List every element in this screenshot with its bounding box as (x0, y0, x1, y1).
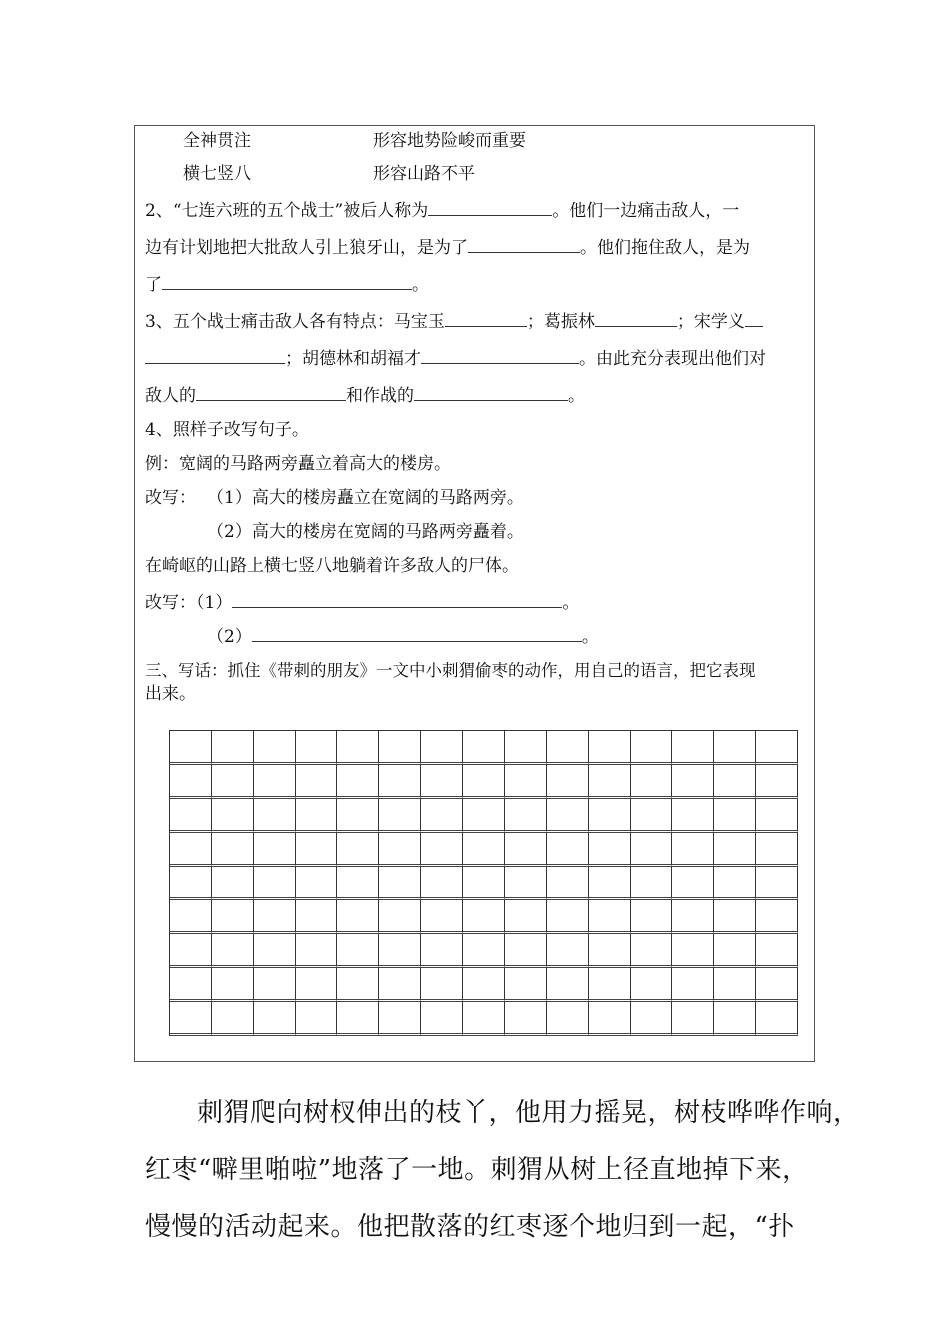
grid-cell[interactable] (547, 833, 589, 867)
q3-text-c: ；宋学义 (676, 312, 745, 332)
grid-cell[interactable] (589, 833, 631, 867)
q2-text-e: 了 (145, 275, 162, 295)
answer-blank[interactable] (595, 310, 677, 327)
answer-blank[interactable] (468, 236, 580, 253)
grid-cell[interactable] (254, 867, 296, 901)
question-4-example: 例：宽阔的马路两旁矗立着高大的楼房。 (145, 454, 451, 474)
grid-cell[interactable] (421, 731, 463, 765)
grid-cell[interactable] (170, 934, 212, 968)
grid-cell[interactable] (547, 934, 589, 968)
grid-cell[interactable] (463, 731, 505, 765)
q3-text-f: 敌人的 (145, 386, 196, 406)
grid-cell[interactable] (714, 968, 756, 1002)
grid-cell[interactable] (212, 900, 254, 934)
grid-cell[interactable] (672, 799, 714, 833)
question-4-title: 4、照样子改写句子。 (145, 420, 309, 440)
grid-cell[interactable] (212, 1002, 254, 1036)
grid-cell[interactable] (672, 900, 714, 934)
rewrite-row-1 (145, 591, 579, 613)
grid-cell[interactable] (631, 1002, 673, 1036)
grid-cell[interactable] (421, 765, 463, 799)
grid-cell[interactable] (254, 900, 296, 934)
grid-cell[interactable] (631, 900, 673, 934)
period: 。 (581, 627, 599, 647)
rewrite-number-2: （2） (207, 627, 252, 647)
grid-cell[interactable] (463, 934, 505, 968)
grid-cell[interactable] (672, 934, 714, 968)
grid-cell[interactable] (337, 765, 379, 799)
grid-cell[interactable] (421, 900, 463, 934)
answer-blank[interactable] (428, 199, 552, 216)
grid-cell[interactable] (463, 833, 505, 867)
q3-text-b: ；葛振林 (526, 312, 595, 332)
rewrite-number-1: （1） (196, 593, 233, 613)
grid-cell[interactable] (589, 1002, 631, 1036)
grid-cell[interactable] (379, 731, 421, 765)
passage-line-2: 红枣“噼里啪啦”地落了一地。刺猬从树上径直地掉下来， (145, 1155, 809, 1185)
grid-cell[interactable] (337, 1002, 379, 1036)
rewrite-label-1: 改写： (145, 488, 196, 508)
grid-cell[interactable] (631, 968, 673, 1002)
rewrite-blank-1[interactable] (232, 591, 562, 608)
grid-cell[interactable] (212, 799, 254, 833)
answer-blank[interactable] (162, 273, 412, 290)
grid-cell[interactable] (505, 900, 547, 934)
grid-cell[interactable] (379, 867, 421, 901)
grid-cell[interactable] (421, 833, 463, 867)
grid-cell[interactable] (296, 968, 338, 1002)
grid-cell[interactable] (296, 833, 338, 867)
question-5-line-2: 出来。 (145, 684, 196, 704)
period: 。 (562, 593, 580, 613)
grid-cell[interactable] (254, 934, 296, 968)
grid-cell[interactable] (170, 968, 212, 1002)
grid-cell[interactable] (505, 867, 547, 901)
question-5-line-1: 三、写话：抓住《带刺的朋友》一文中小刺猬偷枣的动作，用自己的语言，把它表现 (145, 661, 756, 680)
question-3-line-1 (145, 310, 763, 332)
grid-cell[interactable] (672, 968, 714, 1002)
q2-text-f: 。 (412, 275, 429, 295)
answer-blank[interactable] (145, 347, 285, 364)
grid-cell[interactable] (337, 900, 379, 934)
grid-cell[interactable] (505, 934, 547, 968)
grid-cell[interactable] (421, 968, 463, 1002)
grid-cell[interactable] (337, 799, 379, 833)
grid-cell[interactable] (589, 968, 631, 1002)
grid-cell[interactable] (589, 867, 631, 901)
grid-cell[interactable] (589, 934, 631, 968)
passage-line-3: 慢慢的活动起来。他把散落的红枣逐个地归到一起，“扑 (145, 1212, 795, 1242)
q2-text-c: 边有计划地把大批敌人引上狼牙山，是为了 (145, 238, 468, 258)
question-2-line-1 (145, 199, 739, 221)
passage-line-1: 刺猬爬向树杈伸出的枝丫，他用力摇晃，树枝哗哗作响， (197, 1098, 860, 1128)
grid-cell[interactable] (170, 900, 212, 934)
grid-cell[interactable] (421, 934, 463, 968)
grid-cell[interactable] (212, 968, 254, 1002)
grid-cell[interactable] (714, 900, 756, 934)
grid-cell[interactable] (296, 1002, 338, 1036)
meaning-2: 形容山路不平 (373, 164, 475, 184)
meaning-1: 形容地势险峻而重要 (373, 131, 526, 151)
writing-grid[interactable] (169, 730, 798, 1036)
grid-cell[interactable] (379, 799, 421, 833)
rewrite-example-2: （2）高大的楼房在宽阔的马路两旁矗着。 (207, 522, 524, 542)
rewrite-row-2 (207, 625, 599, 647)
word-2: 横七竖八 (183, 164, 251, 184)
q3-text-g: 和作战的 (346, 386, 414, 406)
grid-cell[interactable] (463, 867, 505, 901)
grid-cell[interactable] (379, 833, 421, 867)
grid-cell[interactable] (756, 900, 798, 934)
grid-cell[interactable] (421, 1002, 463, 1036)
q3-text-d: ；胡德林和胡福才 (285, 349, 421, 369)
grid-cell[interactable] (379, 900, 421, 934)
grid-cell[interactable] (547, 867, 589, 901)
grid-cell[interactable] (296, 765, 338, 799)
grid-cell[interactable] (337, 833, 379, 867)
grid-cell[interactable] (296, 934, 338, 968)
grid-cell[interactable] (254, 1002, 296, 1036)
grid-cell[interactable] (547, 900, 589, 934)
answer-blank[interactable] (445, 310, 527, 327)
grid-cell[interactable] (505, 799, 547, 833)
q2-text-b: 。他们一边痛击敌人，一 (552, 201, 740, 221)
rewrite-example-1: （1）高大的楼房矗立在宽阔的马路两旁。 (207, 488, 524, 508)
grid-cell[interactable] (672, 867, 714, 901)
question-2-line-3 (145, 273, 429, 295)
question-3-line-2 (145, 347, 766, 369)
grid-cell[interactable] (212, 765, 254, 799)
grid-cell[interactable] (714, 833, 756, 867)
answer-blank[interactable] (414, 384, 568, 401)
grid-cell[interactable] (170, 765, 212, 799)
grid-cell[interactable] (337, 867, 379, 901)
grid-cell[interactable] (379, 1002, 421, 1036)
grid-cell[interactable] (505, 765, 547, 799)
grid-cell[interactable] (589, 799, 631, 833)
grid-cell[interactable] (714, 731, 756, 765)
grid-cell[interactable] (296, 867, 338, 901)
grid-cell[interactable] (463, 968, 505, 1002)
grid-cell[interactable] (714, 799, 756, 833)
word-1: 全神贯注 (183, 131, 251, 151)
answer-blank[interactable] (421, 347, 579, 364)
grid-cell[interactable] (254, 968, 296, 1002)
q2-text-a: 2、“七连六班的五个战士”被后人称为 (145, 201, 429, 221)
grid-cell[interactable] (631, 867, 673, 901)
grid-cell[interactable] (714, 765, 756, 799)
grid-cell[interactable] (756, 1002, 798, 1036)
grid-cell[interactable] (505, 968, 547, 1002)
grid-cell[interactable] (756, 765, 798, 799)
grid-cell[interactable] (505, 1002, 547, 1036)
grid-cell[interactable] (379, 934, 421, 968)
grid-cell[interactable] (170, 799, 212, 833)
grid-cell[interactable] (631, 833, 673, 867)
worksheet-box (134, 125, 815, 1062)
grid-cell[interactable] (379, 968, 421, 1002)
question-2-line-2 (145, 236, 750, 258)
grid-cell[interactable] (212, 833, 254, 867)
grid-cell[interactable] (170, 867, 212, 901)
grid-cell[interactable] (337, 731, 379, 765)
grid-cell[interactable] (714, 934, 756, 968)
question-4-sentence: 在崎岖的山路上横七竖八地躺着许多敌人的尸体。 (145, 556, 519, 576)
grid-cell[interactable] (631, 765, 673, 799)
grid-cell[interactable] (505, 731, 547, 765)
grid-cell[interactable] (254, 765, 296, 799)
grid-cell[interactable] (337, 968, 379, 1002)
grid-cell[interactable] (589, 765, 631, 799)
grid-cell[interactable] (463, 799, 505, 833)
grid-cell[interactable] (714, 1002, 756, 1036)
grid-cell[interactable] (547, 731, 589, 765)
grid-cell[interactable] (756, 968, 798, 1002)
grid-cell[interactable] (756, 934, 798, 968)
grid-cell[interactable] (463, 1002, 505, 1036)
grid-cell[interactable] (547, 1002, 589, 1036)
grid-cell[interactable] (631, 731, 673, 765)
grid-cell[interactable] (254, 799, 296, 833)
q3-text-a: 3、五个战士痛击敌人各有特点：马宝玉 (145, 312, 445, 332)
grid-cell[interactable] (379, 765, 421, 799)
grid-cell[interactable] (672, 765, 714, 799)
grid-cell[interactable] (296, 731, 338, 765)
grid-cell[interactable] (547, 765, 589, 799)
rewrite-label-2: 改写： (145, 593, 196, 613)
grid-cell[interactable] (672, 731, 714, 765)
grid-cell[interactable] (212, 867, 254, 901)
grid-cell[interactable] (631, 934, 673, 968)
grid-cell[interactable] (589, 731, 631, 765)
grid-cell[interactable] (212, 731, 254, 765)
grid-cell[interactable] (589, 900, 631, 934)
grid-cell[interactable] (756, 799, 798, 833)
q3-text-h: 。 (568, 386, 585, 406)
grid-cell[interactable] (672, 833, 714, 867)
grid-cell[interactable] (547, 799, 589, 833)
grid-cell[interactable] (170, 1002, 212, 1036)
grid-cell[interactable] (212, 934, 254, 968)
grid-cell[interactable] (296, 900, 338, 934)
grid-cell[interactable] (547, 968, 589, 1002)
answer-blank[interactable] (745, 310, 763, 327)
grid-cell[interactable] (254, 731, 296, 765)
grid-cell[interactable] (714, 867, 756, 901)
grid-cell[interactable] (296, 799, 338, 833)
grid-cell[interactable] (170, 833, 212, 867)
rewrite-blank-2[interactable] (252, 625, 582, 642)
grid-cell[interactable] (170, 731, 212, 765)
q2-text-d: 。他们拖住敌人，是为 (580, 238, 750, 258)
grid-cell[interactable] (672, 1002, 714, 1036)
grid-cell[interactable] (421, 867, 463, 901)
grid-cell[interactable] (463, 900, 505, 934)
grid-cell[interactable] (463, 765, 505, 799)
grid-cell[interactable] (254, 833, 296, 867)
answer-blank[interactable] (196, 384, 346, 401)
question-3-line-3 (145, 384, 585, 406)
grid-cell[interactable] (756, 833, 798, 867)
grid-cell[interactable] (421, 799, 463, 833)
grid-cell[interactable] (756, 867, 798, 901)
grid-cell[interactable] (756, 731, 798, 765)
grid-cell[interactable] (631, 799, 673, 833)
grid-cell[interactable] (505, 833, 547, 867)
grid-cell[interactable] (337, 934, 379, 968)
q3-text-e: 。由此充分表现出他们对 (579, 349, 766, 369)
